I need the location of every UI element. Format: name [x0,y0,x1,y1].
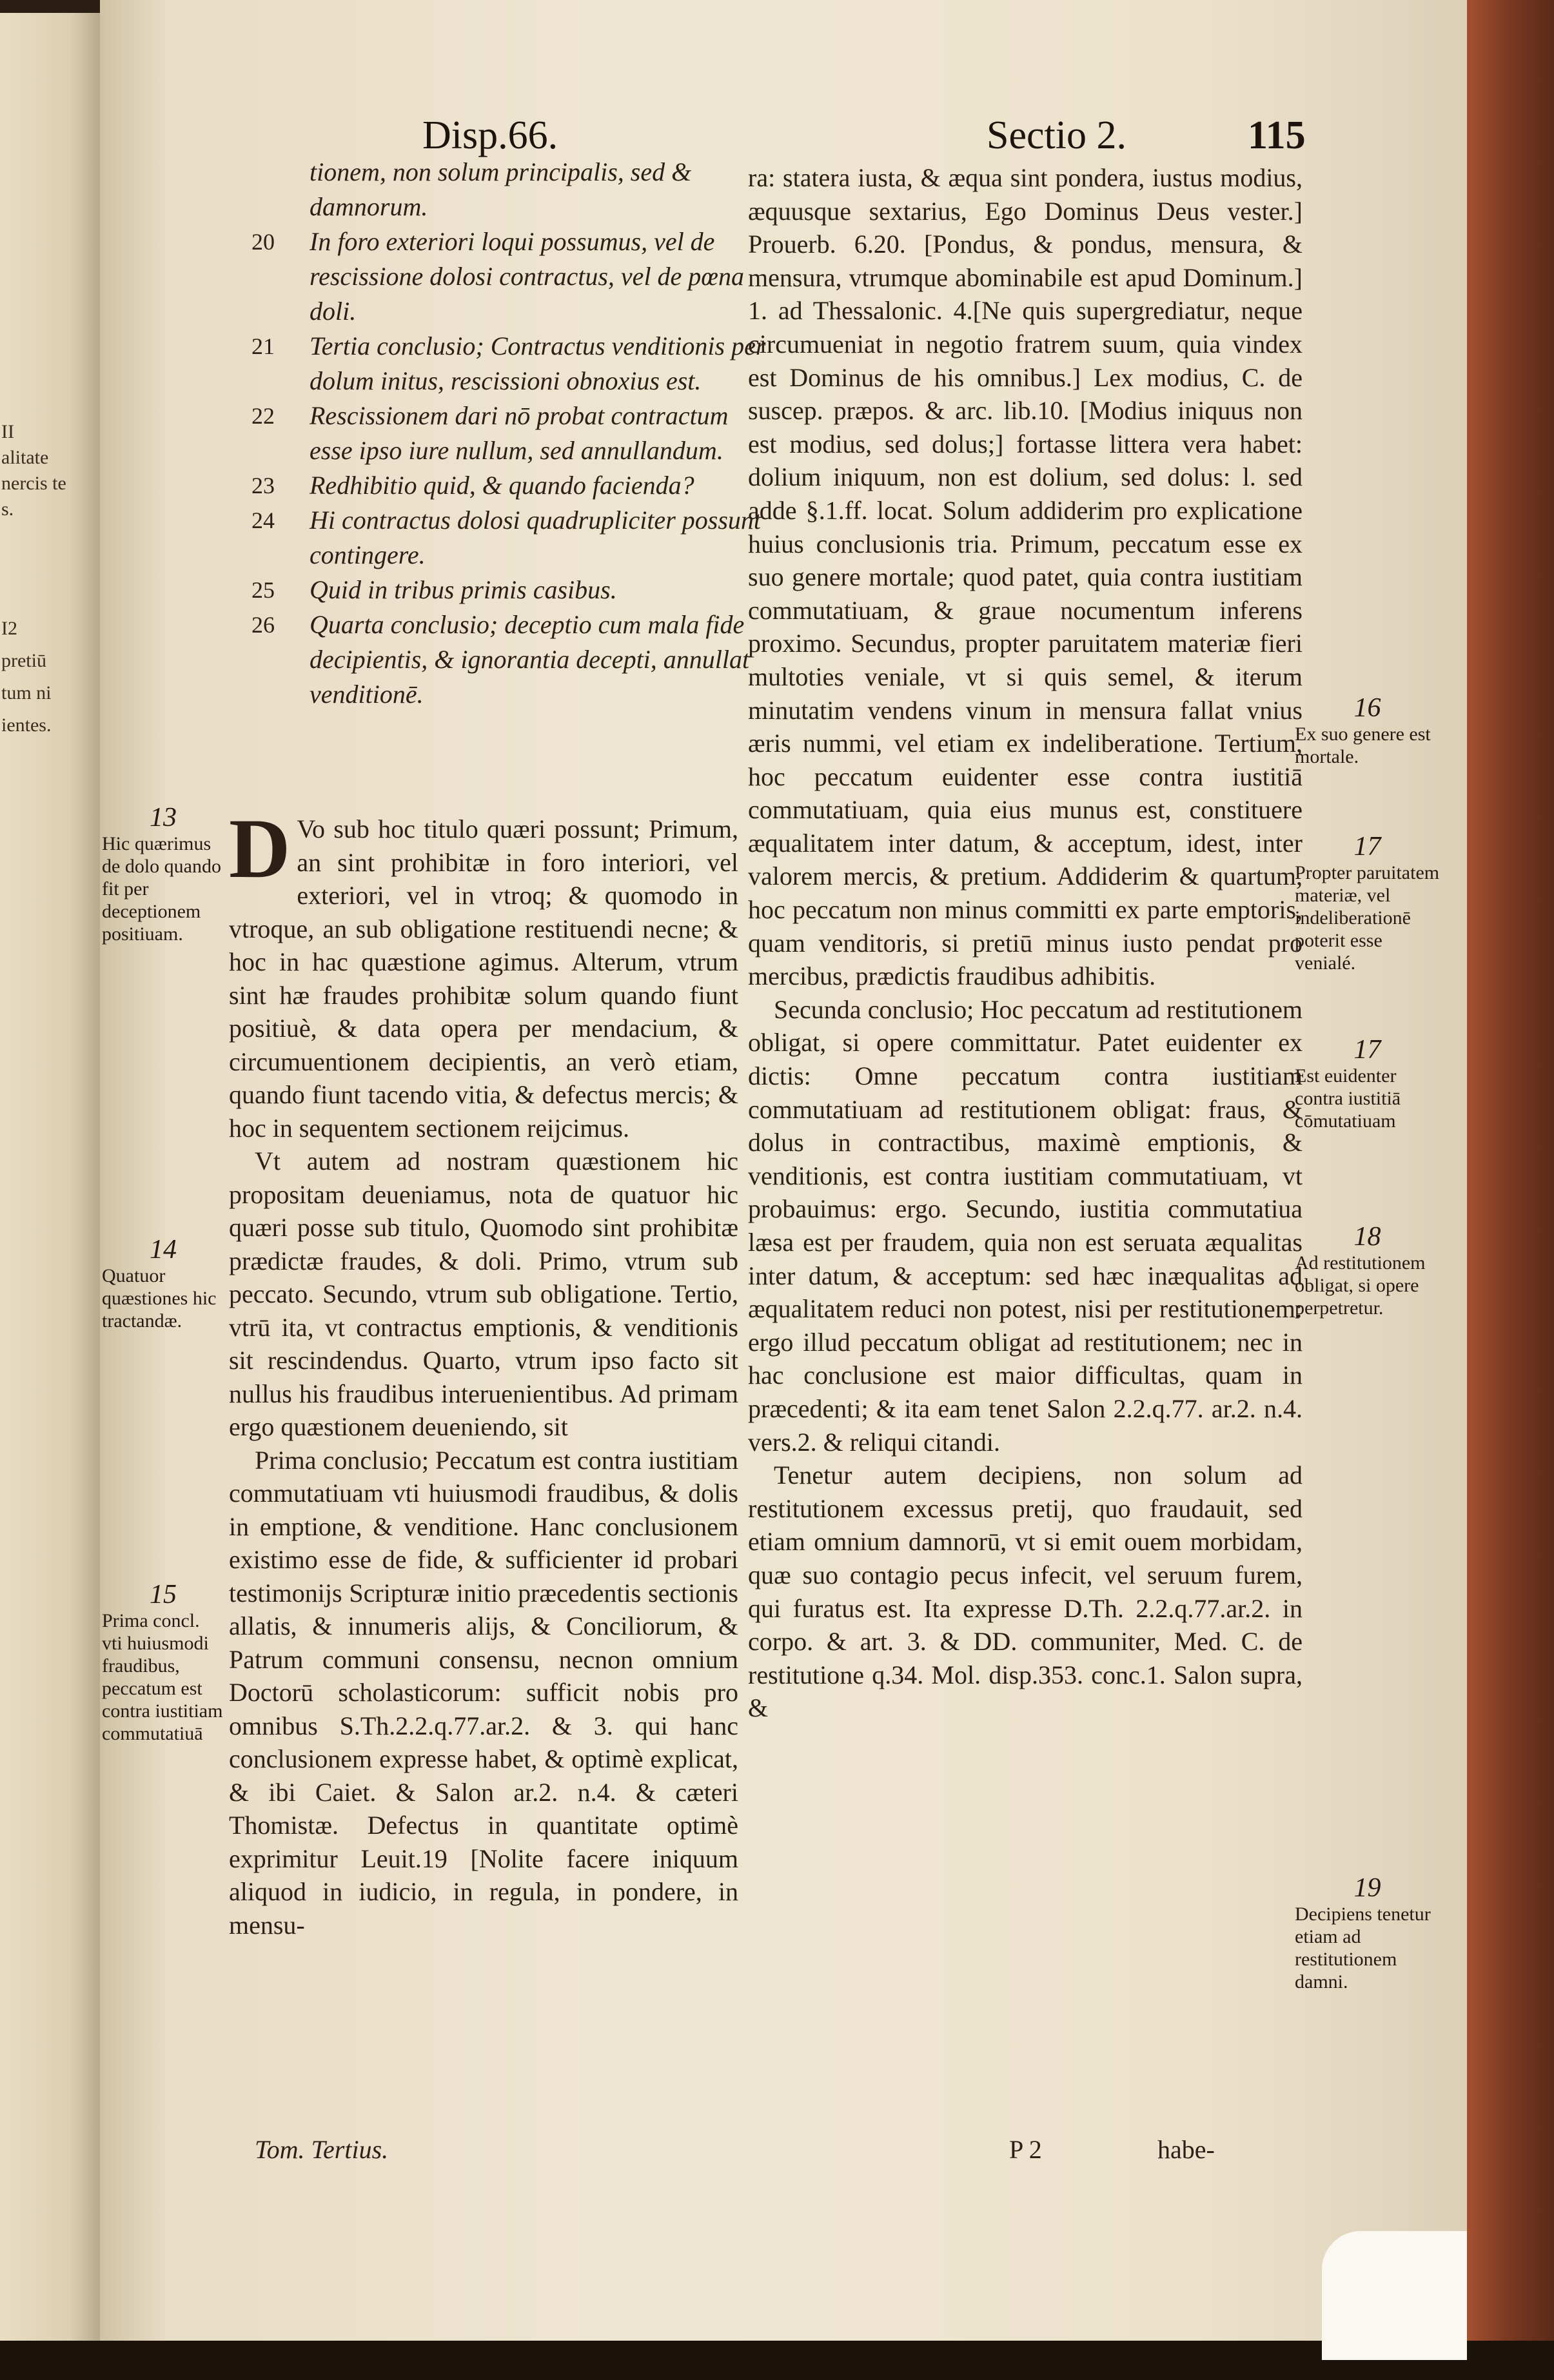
margin-note-text: Est euidenter contra iustitiā cōmutatiuam [1295,1065,1401,1132]
margin-note [1295,1222,1440,1319]
summary-text: Quarta conclusio; deceptio cum mala fide decipientis, & ignorantia decepti, annullat venditionē. [310,610,750,709]
summary-number: 25 [251,577,275,603]
summary-number: 23 [251,473,275,498]
summary-number: 24 [251,507,275,533]
margin-note [1295,832,1440,974]
margin-note-text: Decipiens tenetur etiam ad restitutionem damni. [1295,1903,1431,1992]
summary-item [251,224,767,329]
margin-note-number: 13 [150,803,177,832]
margin-note-text: Quatuor quæstiones hic tractandæ. [102,1265,217,1332]
prev-fragment: tum ni [1,682,52,703]
margin-note-number: 16 [1353,693,1381,723]
summary-item [251,468,767,503]
margin-note-number: 15 [150,1580,177,1609]
margin-note [102,1580,224,1745]
summary-item [251,503,767,573]
page-number: 115 [1248,113,1306,157]
margin-note-text: Propter paruitatem materiæ, vel indeliberationē poterit esse venialé. [1295,862,1440,974]
prev-fragment: s. [1,498,14,520]
prev-fragment: nercis te [1,473,66,494]
summary-text: tionem, non solum principalis, sed & damnorum. [310,157,692,221]
margin-note [1295,1873,1440,1993]
summary-text: In foro exteriori loqui possumus, vel de rescissione dolosi contractus, vel de pœna doli. [310,227,744,326]
volume-line: Tom. Tertius. [255,2135,389,2164]
margin-note-number: 14 [150,1235,177,1264]
right-column [748,161,1303,1725]
paragraph-text: Vo sub hoc titulo quæri possunt; Primum, an sint prohibitæ in foro interiori, vel exteriori, vel in vtroq; & quomodo in vtroque, an sub obligatione restituendi necne; & hoc in hac quæstione agimus. Alterum, vtrum sint hæ fraudes prohibitæ solum quando fiunt positiuè, & data opera per mendacium, & circumuentionem decipientis, an verò etiam, quando fiunt tacendo vitia, & defectus mercis; & hoc in sequentem sectionem reijcimus. [229,814,738,1143]
catchword: habe- [1157,2135,1215,2164]
paragraph [229,801,738,1145]
margin-note-number: 17 [1353,832,1381,861]
paragraph: Tenetur autem decipiens, non solum ad restitutionem excessus pretij, quo fraudauit, sed etiam omnium damnorū, vt si emit ouem morbidam, quæ suo contagio pecus infecit, vel seruum furem, qui furatus est. Ita expresse D.Th. 2.2.q.77.ar.2. in corpo. & art. 3. & DD. communiter, Med. C. de restitutione q.34. Mol. disp.353. conc.1. Salon supra, & [748,1460,1303,1723]
margin-note [1295,693,1440,768]
page-edge [1467,0,1554,2380]
summary-number: 20 [251,229,275,255]
summary-item [251,607,767,712]
running-head-center: Sectio 2. [987,113,1126,157]
summary-text: Hi contractus dolosi quadrupliciter possunt contingere. [310,506,761,569]
previous-page-edge [0,13,100,2347]
paragraph: Secunda conclusio; Hoc peccatum ad restitutionem obligat, si opere committatur. Patet euidenter ex dictis: Omne peccatum contra iustitiam commutatiuam ad restitutionem obligat: fraus, & dolus in contractibus, maximè emptionis, & venditionis, est contra iustitiam commutatiuam, vt probauimus: ergo. Secundo, iustitia commutatiua læsa est per fraudem, quia non est seruata æqualitas inter datum, & acceptum: sed hæc inæqualitas ad æqualitatem reduci non potest, nisi per restitutionem: ergo illud peccatum obligat ad restitutionem; nec in hac conclusione est maior difficultas, quam in præcedenti; & ita eam tenet Salon 2.2.q.77. ar.2. n.4. vers.2. & reliqui citandi. [748,994,1303,1457]
drop-cap: D [229,801,291,896]
margin-note-text: Prima concl. vti huiusmodi fraudibus, peccatum est contra iustitiam commutatiuā [102,1610,223,1744]
signature-mark: P 2 [1009,2135,1042,2164]
summary-item [251,329,767,398]
summary-item [251,573,767,607]
margin-note-number: 17 [1353,1035,1381,1065]
prev-fragment: ientes. [1,714,52,736]
margin-note-text: Ad restitutionem obligat, si opere perpetretur. [1295,1252,1426,1319]
margin-note [1295,1035,1440,1132]
running-head-left: Disp.66. [422,113,558,157]
bottom-shadow [0,2341,1554,2380]
summary-text: Quid in tribus primis casibus. [310,575,617,604]
summary-list [251,155,767,712]
summary-text: Tertia conclusio; Contractus venditionis per dolum initus, rescissioni obnoxius est. [310,331,766,395]
margin-note [102,1235,224,1332]
margin-note-text: Ex suo genere est mortale. [1295,723,1431,767]
prev-fragment: II [1,421,14,442]
margin-note-number: 18 [1353,1222,1381,1252]
summary-item [251,398,767,468]
summary-item [251,155,767,224]
prev-fragment: I2 [1,618,17,639]
summary-text: Rescissionem dari nō probat contractum esse ipso iure nullum, sed annullandum. [310,401,729,465]
prev-fragment: alitate [1,447,49,468]
summary-text: Redhibitio quid, & quando facienda? [310,471,694,500]
summary-number: 26 [251,612,275,638]
summary-number: 22 [251,403,275,429]
paragraph: ra: statera iusta, & æqua sint pondera, iustus modius, æquusque sextarius, Ego Dominus Deus vester.] Prouerb. 6.20. [Pondus, & pondus, mensura, & mensura, vtrumque abominabile est apud Dominum.] 1. ad Thessalonic. 4.[Ne quis supergrediatur, neque circumueniat in negotio fratrem suum, quia vindex est Dominus de his omnibus.] Lex modius, C. de suscep. præpos. & arc. lib.10. [Modius iniquus non est modius, sed dolus;] fortasse littera vera habet: dolium iniquum, non est dolium, sed dolus: l. sed adde §.1.ff. locat. Solum addiderim pro explicatione huius conclusionis tria. Primum, peccatum esse ex suo genere mortale; quod patet, quia contra iustitiam commutatiuam, & graue nocumentum inferens proximo. Secundus, propter paruitatem materiæ fieri multoties veniale, vt si quis semel, & iterum minutatim vendens vinum in mensura fallat vnius æris nummi, vel etiam ex indeliberatione. Tertium, hoc peccatum euidenter esse contra iustitiā commutatiuam, quia eius munus est, constituere æqualitatem inter datum, & acceptum, idest, inter valorem mercis, & pretium. Addiderim & quartum, hoc peccatum non minus committi ex parte emptoris, quam venditoris, si pretiū minus iusto pendat pro mercibus, prædictis fraudibus adhibitis. [748,163,1303,991]
prev-fragment: pretiū [1,650,46,671]
left-column [229,801,738,1942]
summary-number: 21 [251,333,275,359]
paper-tab [1322,2231,1467,2360]
paragraph: Prima conclusio; Peccatum est contra iustitiam commutatiuam vti huiusmodi fraudibus, & dolis in emptione, & venditione. Hanc conclusionem existimo esse de fide, & sufficienter id probari testimonijs Scripturæ initio præcedentis sectionis allatis, & innumeris alijs, & Conciliorum, & Patrum communi consensu, necnon omnium Doctorū scholasticorum: sufficit nobis pro omnibus S.Th.2.2.q.77.ar.2. & 3. qui hanc conclusionem expresse habet, & optimè explicat, & ibi Caiet. & Salon ar.2. n.4. & cæteri Thomistæ. Defectus in quantitate optimè exprimitur Leuit.19 [Nolite facere iniquum aliquod in iudicio, in regula, in pondere, in mensu- [229,1445,738,1940]
margin-note-text: Hic quærimus de dolo quando fit per deceptionem positiuam. [102,833,221,945]
margin-note [102,803,224,945]
paragraph: Vt autem ad nostram quæstionem hic propositam deueniamus, nota de quatuor hic quæri posse sub titulo, Quomodo sint prohibitæ prædictæ fraudes, & doli. Primo, vtrum sub peccato. Secundo, vtrum sub obligatione. Tertio, vtrū ita, vt contractus emptionis, & venditionis sit rescindendus. Quarto, vtrum ipso facto sit nullus his fraudibus interuenientibus. Ad primam ergo quæstionem deueniendo, sit [229,1146,738,1441]
margin-note-number: 19 [1353,1873,1381,1903]
